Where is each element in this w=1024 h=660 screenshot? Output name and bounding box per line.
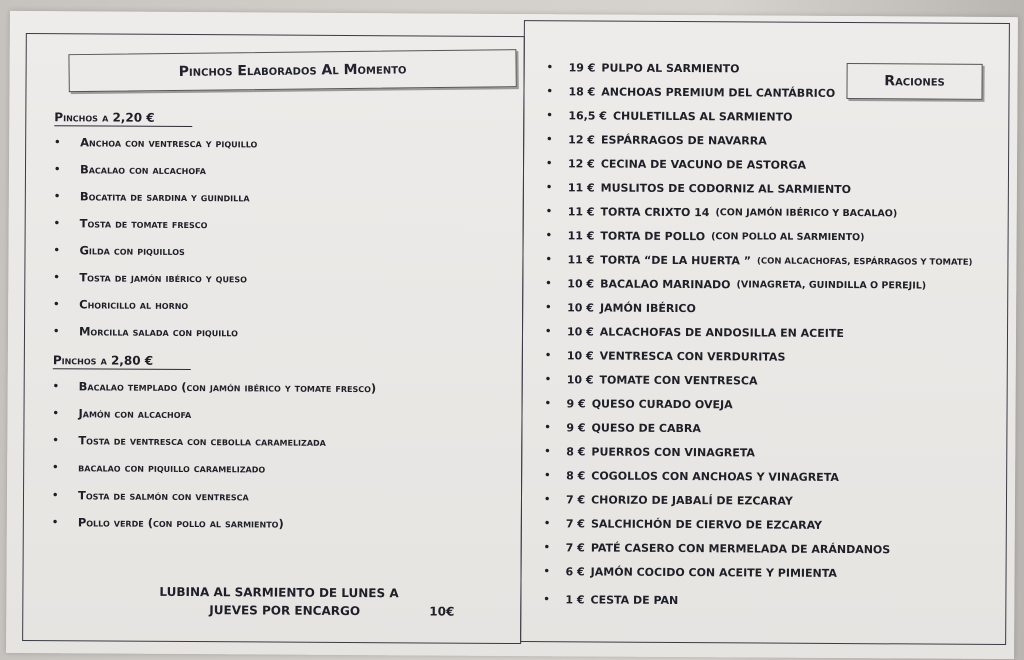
item-price: 18 €: [568, 85, 596, 99]
bullet-icon: •: [546, 86, 553, 98]
bullet-icon: •: [544, 350, 552, 362]
bullet-icon: •: [53, 244, 60, 256]
bullet-icon: •: [52, 407, 59, 419]
list-item: [545, 277, 926, 292]
list-item: [545, 349, 786, 363]
item-label: Jamón con alcachofa: [78, 406, 192, 422]
bullet-icon: •: [544, 326, 552, 338]
item-price: 6 €: [565, 565, 585, 579]
bullet-icon: •: [543, 494, 551, 506]
item-label: bacalao con piquillo caramelizado: [78, 460, 266, 476]
list-item: [54, 135, 257, 150]
bullet-icon: •: [544, 470, 551, 482]
list-item: [546, 205, 898, 220]
item-price: 10 €: [566, 325, 594, 339]
item-name: TORTA DE POLLO: [600, 229, 706, 244]
list-item: [544, 421, 701, 435]
list-item: [544, 469, 839, 484]
list-item: [545, 397, 733, 411]
item-name: ANCHOAS PREMIUM DEL CANTÁBRICO: [601, 85, 836, 100]
item-name: QUESO CURADO OVEJA: [591, 397, 733, 412]
bullet-icon: •: [52, 325, 60, 337]
list-item: [54, 216, 208, 231]
item-price: 11 €: [567, 205, 595, 219]
item-label: Tosta de ventresca con cebolla caramelizada: [78, 433, 326, 449]
bullet-icon: •: [53, 190, 61, 202]
bullet-icon: •: [544, 374, 552, 386]
item-name: CECINA DE VACUNO DE ASTORGA: [600, 157, 807, 172]
item-name: TORTA “DE LA HUERTA ”: [600, 253, 752, 268]
item-note: (VINAGRETA, GUINDILLA O PEREJIL): [736, 279, 927, 292]
bullet-icon: •: [543, 594, 550, 606]
list-item: [544, 565, 837, 580]
item-label: Bacalao con alcachofa: [79, 162, 206, 178]
bullet-icon: •: [545, 254, 552, 266]
list-item: [545, 253, 972, 269]
item-price: 10 €: [567, 301, 595, 315]
item-price: 10 €: [567, 277, 595, 291]
raciones-panel: [520, 20, 1010, 645]
list-item: [53, 270, 247, 285]
item-name: TORTA CRIXTO 14: [600, 205, 710, 220]
list-item: [53, 297, 188, 312]
list-item: [544, 517, 822, 532]
item-price: 11 €: [567, 181, 595, 195]
item-price: 12 €: [568, 157, 595, 171]
item-price: 12 €: [568, 133, 596, 147]
bullet-icon: •: [544, 446, 551, 458]
list-item: [546, 181, 851, 196]
bullet-icon: •: [546, 158, 553, 170]
list-item: [52, 406, 191, 421]
item-name: SALCHICHÓN DE CIERVO DE EZCARAY: [590, 517, 823, 532]
list-item: [54, 162, 206, 177]
item-name: MUSLITOS DE CODORNIZ AL SARMIENTO: [600, 181, 852, 197]
item-name: PUERROS CON VINAGRETA: [591, 445, 755, 460]
item-price: 19 €: [568, 61, 596, 75]
bullet-icon: •: [51, 489, 59, 501]
bullet-icon: •: [543, 518, 551, 530]
item-name: CESTA DE PAN: [590, 593, 679, 608]
list-item: [546, 109, 792, 124]
item-price: 9 €: [566, 397, 586, 411]
item-label: Pollo verde (con pollo al sarmiento): [77, 515, 284, 531]
item-name: ALCACHOFAS DE ANDOSILLA EN ACEITE: [599, 325, 844, 341]
list-item: [544, 445, 755, 459]
item-name: CHULETILLAS AL SARMIENTO: [612, 109, 793, 124]
item-price: 10 €: [566, 349, 594, 363]
list-item: [545, 373, 758, 387]
item-name: VENTRESCA CON VERDURITAS: [599, 349, 786, 364]
bullet-icon: •: [545, 182, 553, 194]
list-item: [52, 515, 284, 530]
pinchos-panel: [22, 33, 525, 644]
item-label: Anchoa con ventresca y piquillo: [80, 135, 258, 151]
item-price: 8 €: [566, 445, 586, 459]
item-name: TOMATE CON VENTRESCA: [599, 373, 758, 388]
footer-line-2: JUEVES POR ENCARGO: [209, 603, 361, 619]
item-name: CHORIZO DE JABALÍ DE EZCARAY: [591, 493, 793, 508]
list-item: [52, 433, 326, 449]
list-item: [544, 493, 793, 508]
item-note: (CON POLLO AL SARMIENTO): [711, 231, 865, 244]
list-item: [545, 301, 696, 315]
item-name: PULPO AL SARMIENTO: [601, 61, 740, 76]
item-note: (CON JAMÓN IBÉRICO Y BACALAO): [715, 207, 898, 220]
item-name: QUESO DE CABRA: [591, 421, 701, 436]
item-name: JAMÓN IBÉRICO: [599, 301, 696, 316]
footer-price: 10€: [429, 604, 455, 619]
item-label: Bocatita de sardina y guindilla: [79, 189, 250, 205]
list-item: [544, 541, 891, 556]
item-name: PATÉ CASERO CON MERMELADA DE ARÁNDANOS: [590, 541, 891, 557]
item-price: 7 €: [565, 493, 586, 507]
bullet-icon: •: [546, 110, 553, 122]
bullet-icon: •: [53, 217, 61, 229]
item-label: Tosta de salmón con ventresca: [77, 488, 249, 504]
item-label: Tosta de jamón ibérico y queso: [79, 270, 248, 286]
list-item: [52, 460, 265, 475]
list-item: [53, 324, 238, 339]
section-label-280: Pinchos a 2,80 €: [53, 353, 191, 370]
item-note: (CON ALCACHOFAS, ESPÁRRAGOS Y TOMATE): [756, 255, 973, 268]
item-label: Morcilla salada con piquillo: [78, 324, 238, 340]
list-item: [53, 379, 377, 395]
bullet-icon: •: [546, 62, 554, 74]
bullet-icon: •: [53, 271, 60, 283]
item-price: 1 €: [565, 593, 585, 607]
bullet-icon: •: [546, 134, 553, 146]
item-price: 10 €: [566, 373, 594, 387]
bullet-icon: •: [52, 461, 59, 473]
item-name: JAMÓN COCIDO CON ACEITE Y PIMIENTA: [590, 565, 837, 580]
list-item: [52, 488, 249, 503]
list-item: [54, 189, 250, 204]
item-label: Bacalao templado (con jamón ibérico y tomate fresco): [78, 379, 377, 396]
raciones-title: Raciones: [846, 63, 982, 100]
bullet-icon: •: [545, 230, 553, 242]
list-item: [53, 243, 184, 258]
section-label-220: Pinchos a 2,20 €: [54, 110, 192, 127]
item-label: Tosta de tomate fresco: [79, 216, 208, 232]
bullet-icon: •: [53, 298, 60, 310]
menu-sheet: [6, 11, 1018, 659]
item-label: Gilda con piquillos: [79, 243, 185, 258]
list-item: [543, 593, 678, 607]
bullet-icon: •: [53, 163, 61, 175]
item-price: 11 €: [567, 229, 595, 243]
list-item: [546, 157, 806, 172]
bullet-icon: •: [545, 302, 552, 314]
bullet-icon: •: [543, 542, 551, 554]
bullet-icon: •: [545, 278, 552, 290]
list-item: [545, 325, 844, 340]
list-item: [546, 229, 865, 244]
item-name: BACALAO MARINADO: [600, 277, 731, 292]
bullet-icon: •: [52, 380, 60, 392]
item-price: 7 €: [565, 517, 586, 531]
bullet-icon: •: [52, 434, 59, 446]
item-name: ESPÁRRAGOS DE NAVARRA: [600, 133, 767, 148]
bullet-icon: •: [54, 136, 61, 148]
item-price: 16,5 €: [568, 109, 608, 123]
list-item: [546, 133, 767, 147]
list-item: [546, 85, 835, 100]
bullet-icon: •: [544, 422, 551, 434]
bullet-icon: •: [544, 398, 552, 410]
item-price: 11 €: [567, 253, 595, 267]
bullet-icon: •: [51, 516, 59, 528]
bullet-icon: •: [543, 566, 550, 578]
pinchos-title: Pinchos Elaborados Al Momento: [68, 49, 516, 92]
item-price: 7 €: [565, 541, 585, 555]
item-price: 9 €: [566, 421, 586, 435]
list-item: [547, 61, 740, 75]
item-name: COGOLLOS CON ANCHOAS Y VINAGRETA: [591, 469, 839, 484]
footer-line-1: LUBINA AL SARMIENTO DE LUNES A: [159, 584, 399, 601]
bullet-icon: •: [545, 206, 553, 218]
item-label: Choricillo al horno: [79, 297, 189, 313]
item-price: 8 €: [566, 469, 586, 483]
